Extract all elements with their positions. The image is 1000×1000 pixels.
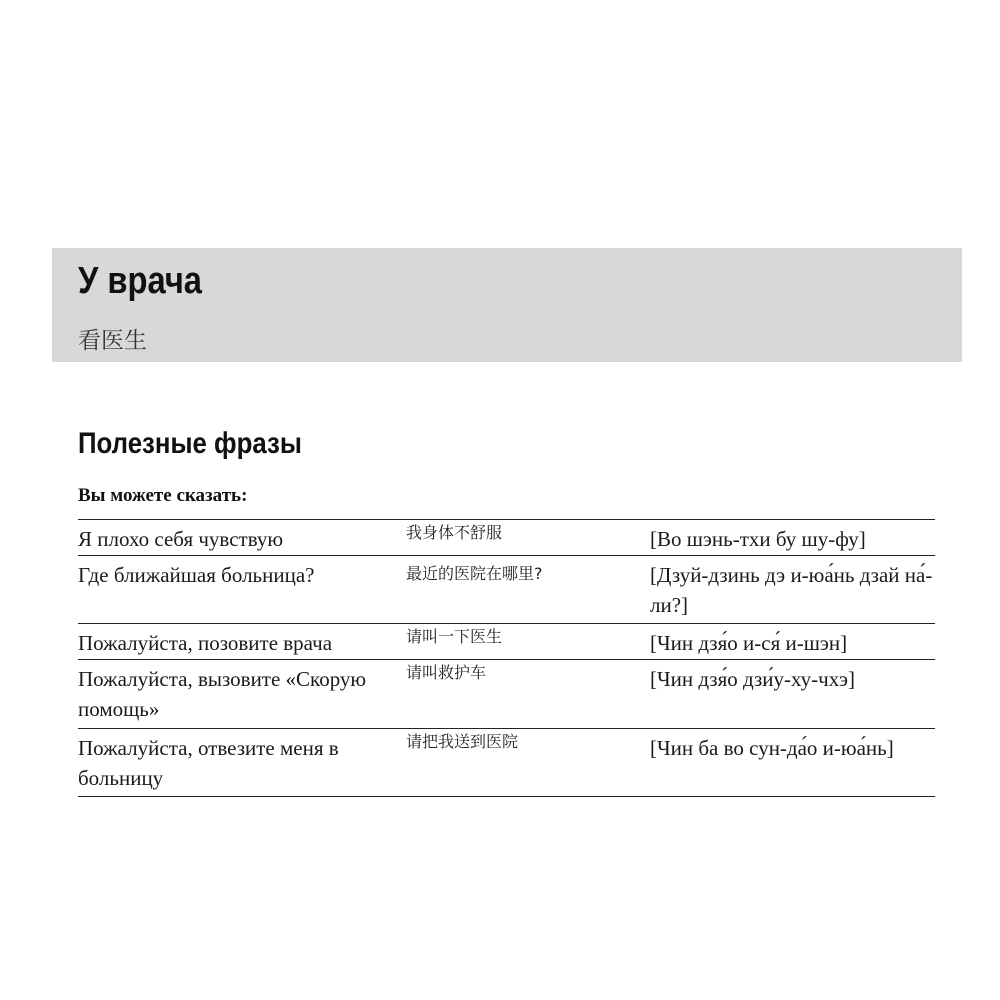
table-row	[78, 520, 935, 556]
table-row	[78, 624, 935, 660]
section-title: Полезные фразы	[78, 427, 302, 460]
chinese-phrase: 我身体不舒服	[406, 523, 503, 542]
russian-phrase: Пожалуйста, отвезите меня в больницу	[78, 736, 339, 790]
table-row	[78, 729, 935, 797]
transcription: [Во шэнь-тхи бу шу-фу]	[650, 527, 866, 551]
chinese-phrase: 最近的医院在哪里?	[406, 564, 543, 583]
transcription: [Чин ба во сун-да́о и-юа́нь]	[650, 736, 894, 760]
table-row	[78, 556, 935, 624]
header-band	[52, 248, 962, 362]
chinese-phrase: 请叫一下医生	[406, 627, 503, 646]
page-title: У врача	[78, 260, 202, 302]
section-intro: Вы можете сказать:	[78, 485, 248, 506]
page-subtitle-chinese: 看医生	[78, 328, 147, 354]
transcription: [Чин дзя́о и-ся́ и-шэн]	[650, 631, 848, 655]
phrase-table	[78, 519, 935, 797]
chinese-phrase: 请把我送到医院	[406, 732, 519, 751]
russian-phrase: Я плохо себя чувствую	[78, 527, 284, 551]
transcription: [Дзуй-дзинь дэ и-юа́нь дзай на́-ли?]	[650, 563, 933, 617]
transcription: [Чин дзя́о дзи́у-ху-чхэ]	[650, 667, 855, 691]
russian-phrase: Пожалуйста, вызовите «Скорую помощь»	[78, 667, 367, 721]
chinese-phrase: 请叫救护车	[406, 663, 487, 682]
russian-phrase: Пожалуйста, позовите врача	[78, 631, 333, 655]
table-row	[78, 660, 935, 729]
russian-phrase: Где ближайшая больница?	[78, 563, 315, 587]
